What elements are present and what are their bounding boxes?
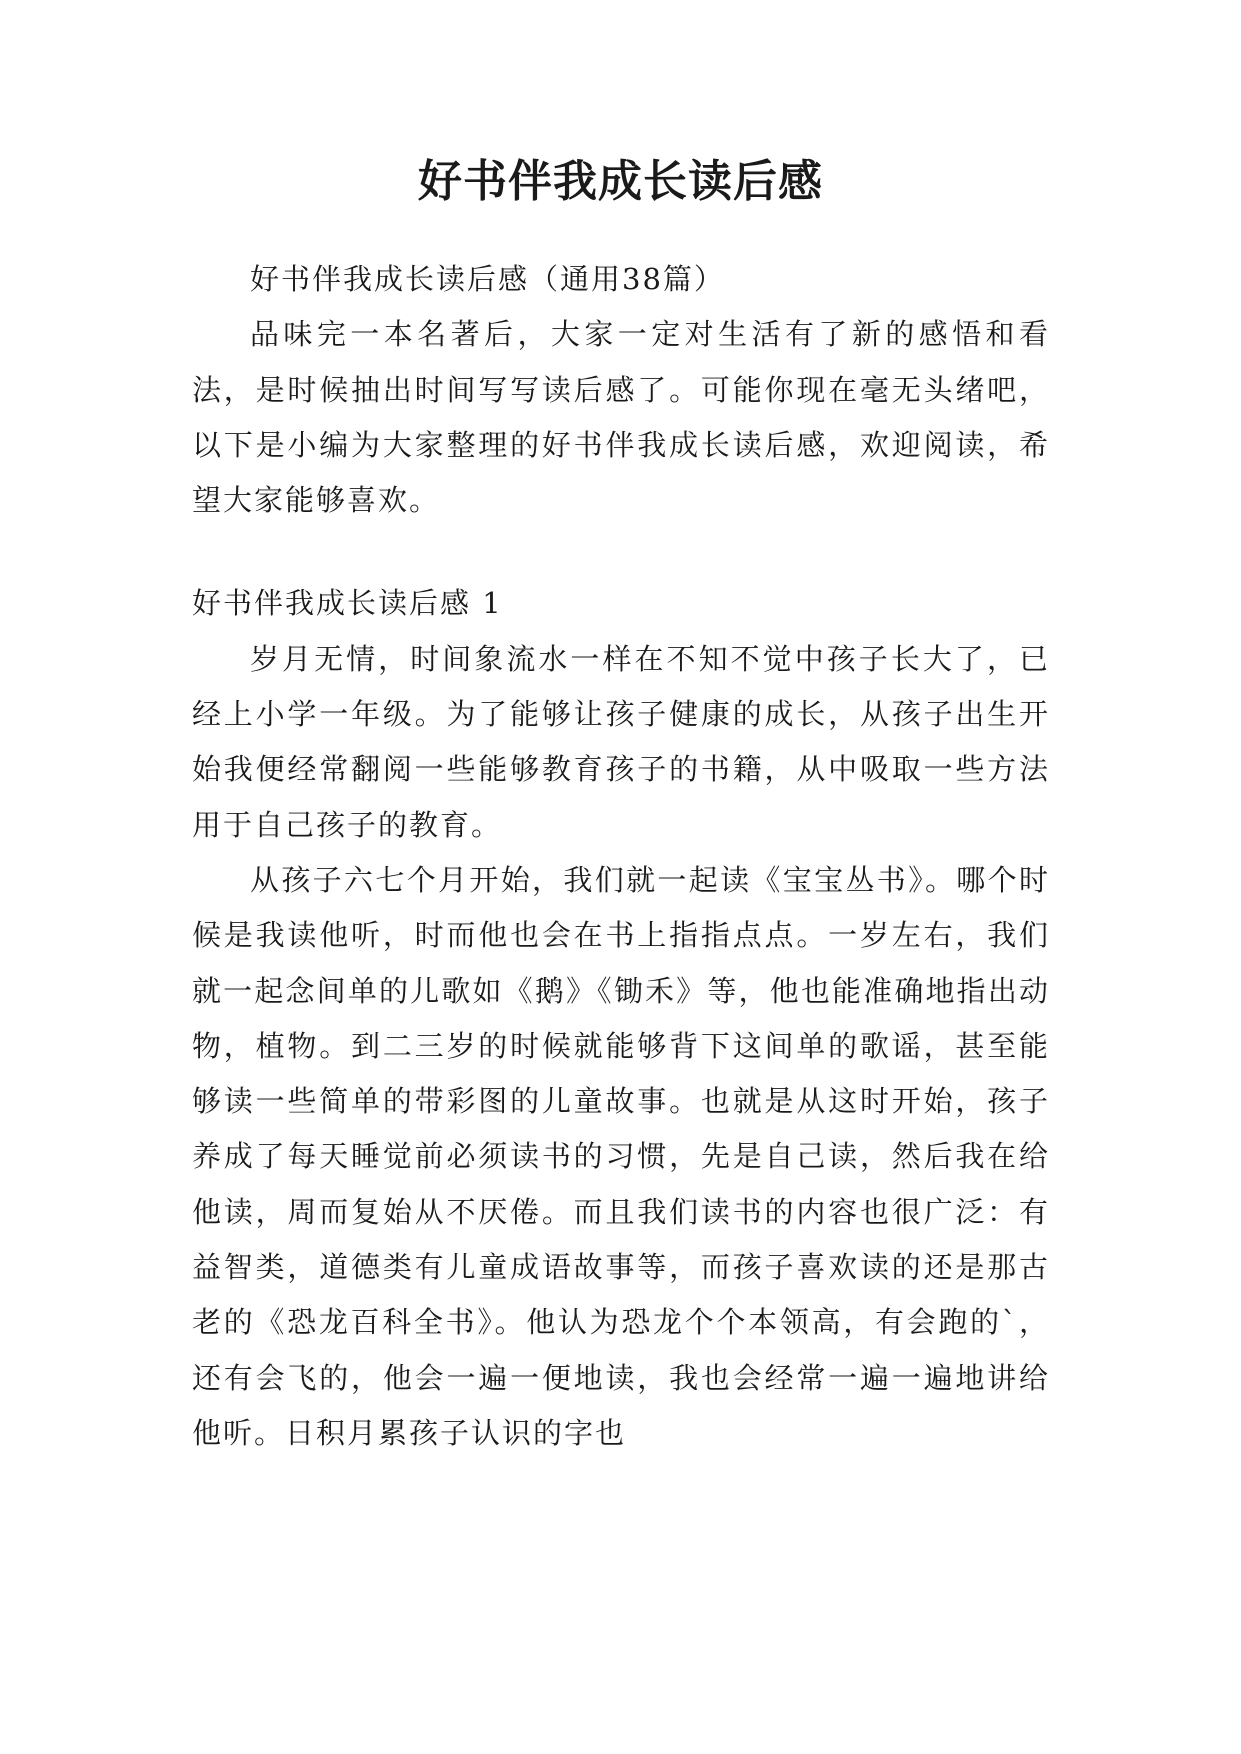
document-title: 好书伴我成长读后感 xyxy=(418,156,823,207)
section-gap xyxy=(192,528,1050,576)
section-heading: 好书伴我成长读后感 1 xyxy=(192,586,503,621)
document-subtitle: 好书伴我成长读后感（通用38篇） xyxy=(250,262,725,296)
body-paragraph-2: 从孩子六七个月开始，我们就一起读《宝宝丛书》。哪个时候是我读他听，时而他也会在书上指指点点。一岁左右，我们就一起念间单的儿歌如《鹅》《锄禾》等，他也能准确地指出动物，植物。到二三岁的时候就能够背下这间单的歌谣，甚至能够读一些简单的带彩图的儿童故事。也就是从这时开始，孩子养成了每天睡觉前必须读书的习惯，先是自己读，然后我在给他读，周而复始从不厌倦。而且我们读书的内容也很广泛：有益智类，道德类有儿童成语故事等，而孩子喜欢读的还是那古老的《恐龙百科全书》。他认为恐龙个个本领高，有会跑的`，还有会飞的，他会一遍一便地读，我也会经常一遍一遍地讲给他听。日积月累孩子认识的字也 xyxy=(192,862,1050,1450)
document-body xyxy=(192,252,1050,1461)
intro-paragraph: 品味完一本名著后，大家一定对生活有了新的感悟和看法，是时候抽出时间写写读后感了。可能你现在毫无头绪吧，以下是小编为大家整理的好书伴我成长读后感，欢迎阅读，希望大家能够喜欢。 xyxy=(192,317,1050,518)
body-paragraph-1: 岁月无情，时间象流水一样在不知不觉中孩子长大了，已经上小学一年级。为了能够让孩子健康的成长，从孩子出生开始我便经常翻阅一些能够教育孩子的书籍，从中吸取一些方法用于自己孩子的教育。 xyxy=(192,641,1050,842)
